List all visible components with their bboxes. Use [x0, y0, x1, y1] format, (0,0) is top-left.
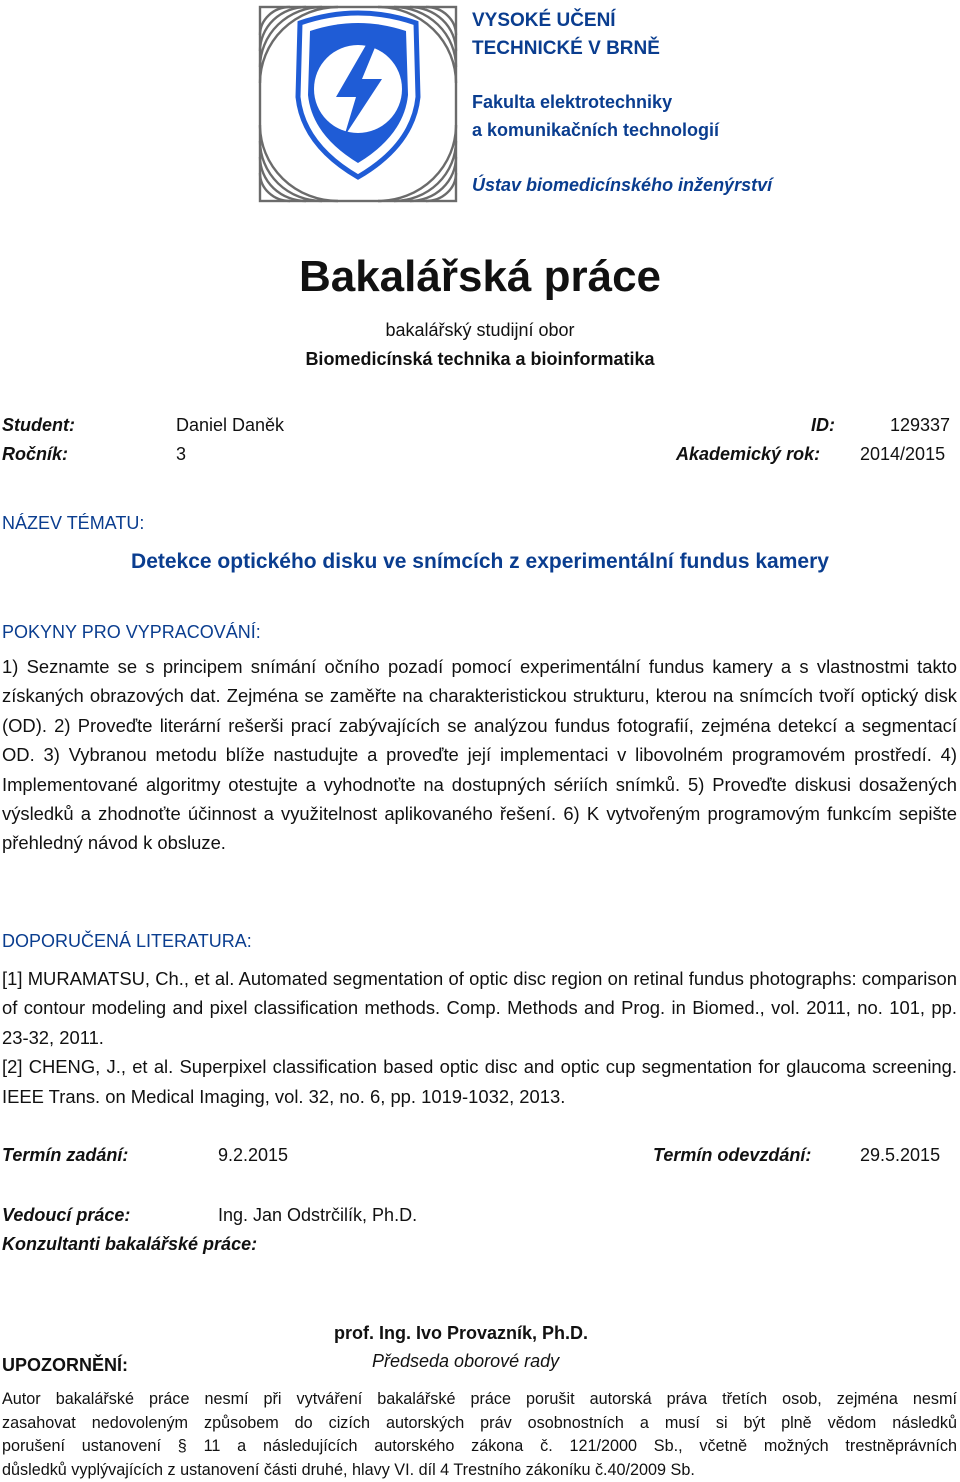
- academic-year-value: 2014/2015: [860, 444, 946, 464]
- assigned-date-value: 9.2.2015: [218, 1145, 289, 1165]
- instructions-paragraph: 1) Seznamte se s principem snímání očního pozadí pomocí experimentální fundus kamery a s vlastnostmi takto získaných obrazových dat. Zejména se zaměřte na charakteristickou strukturu, kterou na snímcích tvoří optický disk (OD). 2) Proveďte literární rešerši prací zabývajících se analýzou fundus fotografií, zejména detekcí a segmentací OD. 3) Vybranou metodu blíže nastudujte a proveďte její implementaci v libovolném programovém prostředí. 4) Implementované algoritmy otestujte a vyhodnoťte na dostupných sériích snímků. 5) Proveďte diskusi dosažených výsledků a zhodnoťte účinnost a využitelnost aplikovaného řešení. 6) K vytvořeným programovým funkcím sepište přehledný návod k obsluze.: [2, 656, 957, 854]
- university-name-line1: VYSOKÉ UČENÍ: [472, 10, 616, 31]
- warning-line: porušení ustanovení § 11 a následujících autorského zákona č. 121/2000 Sb., včetně možných trestněprávních: [2, 1437, 957, 1456]
- supervisor-label: Vedoucí práce:: [2, 1205, 131, 1225]
- id-value: 129337: [890, 415, 951, 435]
- faculty-name-line2: a komunikačních technologií: [472, 120, 720, 140]
- academic-year-label: Akademický rok:: [676, 444, 821, 464]
- warning-line: zasahovat nedovoleným způsobem do cizích autorských práv osobnostních a musí si být plně vědom následků: [2, 1413, 957, 1432]
- id-label: ID:: [811, 415, 835, 435]
- topic-title: Detekce optického disku ve snímcích z experimentální fundus kamery: [131, 550, 829, 573]
- due-date-value: 29.5.2015: [860, 1145, 941, 1165]
- literature-label: DOPORUČENÁ LITERATURA:: [2, 931, 252, 951]
- literature-item: [2] CHENG, J., et al. Superpixel classification based optic disc and optic cup segmentation for glaucoma screening. IEEE Trans. on Medical Imaging, vol. 32, no. 6, pp. 1019-1032, 2013.: [2, 1056, 957, 1107]
- study-program: Biomedicínská technika a bioinformatika: [305, 349, 655, 369]
- university-name-line2: TECHNICKÉ V BRNĚ: [472, 38, 660, 59]
- instructions-text: [2, 652, 957, 858]
- year-label: Ročník:: [2, 444, 69, 464]
- signatory-name: prof. Ing. Ivo Provazník, Ph.D.: [334, 1323, 589, 1343]
- document-title: Bakalářská práce: [298, 252, 662, 301]
- warning-text: [2, 1388, 957, 1482]
- due-date-label: Termín odevzdání:: [653, 1145, 812, 1165]
- warning-line: důsledků vyplývajících z ustanovení části druhé, hlavy VI. díl 4 Trestního zákoníku č.40/2009 Sb.: [2, 1460, 695, 1479]
- literature-list: [2, 964, 957, 1111]
- university-logo: [258, 5, 458, 203]
- faculty-name-line1: Fakulta elektrotechniky: [472, 92, 673, 112]
- warning-label: UPOZORNĚNÍ:: [2, 1355, 128, 1375]
- instructions-label: POKYNY PRO VYPRACOVÁNÍ:: [2, 622, 261, 642]
- institute-name: Ústav biomedicínského inženýrství: [472, 175, 773, 195]
- year-value: 3: [176, 444, 187, 464]
- consultants-label: Konzultanti bakalářské práce:: [2, 1234, 258, 1254]
- literature-item: [1] MURAMATSU, Ch., et al. Automated segmentation of optic disc region on retinal fundus photographs: comparison of contour modeling and pixel classification methods. Comp. Methods and Prog. in Biomed., vol. 2011, no. 101, pp. 23-32, 2011.: [2, 968, 957, 1048]
- study-type: bakalářský studijní obor: [385, 320, 575, 340]
- topic-label: NÁZEV TÉMATU:: [2, 513, 145, 533]
- supervisor-value: Ing. Jan Odstrčilík, Ph.D.: [218, 1205, 418, 1225]
- warning-line: Autor bakalářské práce nesmí při vytváření bakalářské práce porušit autorská práva třetích osob, zejména nesmí: [2, 1390, 957, 1408]
- signatory-role: Předseda oborové rady: [372, 1351, 560, 1371]
- student-label: Student:: [2, 415, 75, 435]
- student-value: Daniel Daněk: [176, 415, 285, 435]
- assigned-date-label: Termín zadání:: [2, 1145, 129, 1165]
